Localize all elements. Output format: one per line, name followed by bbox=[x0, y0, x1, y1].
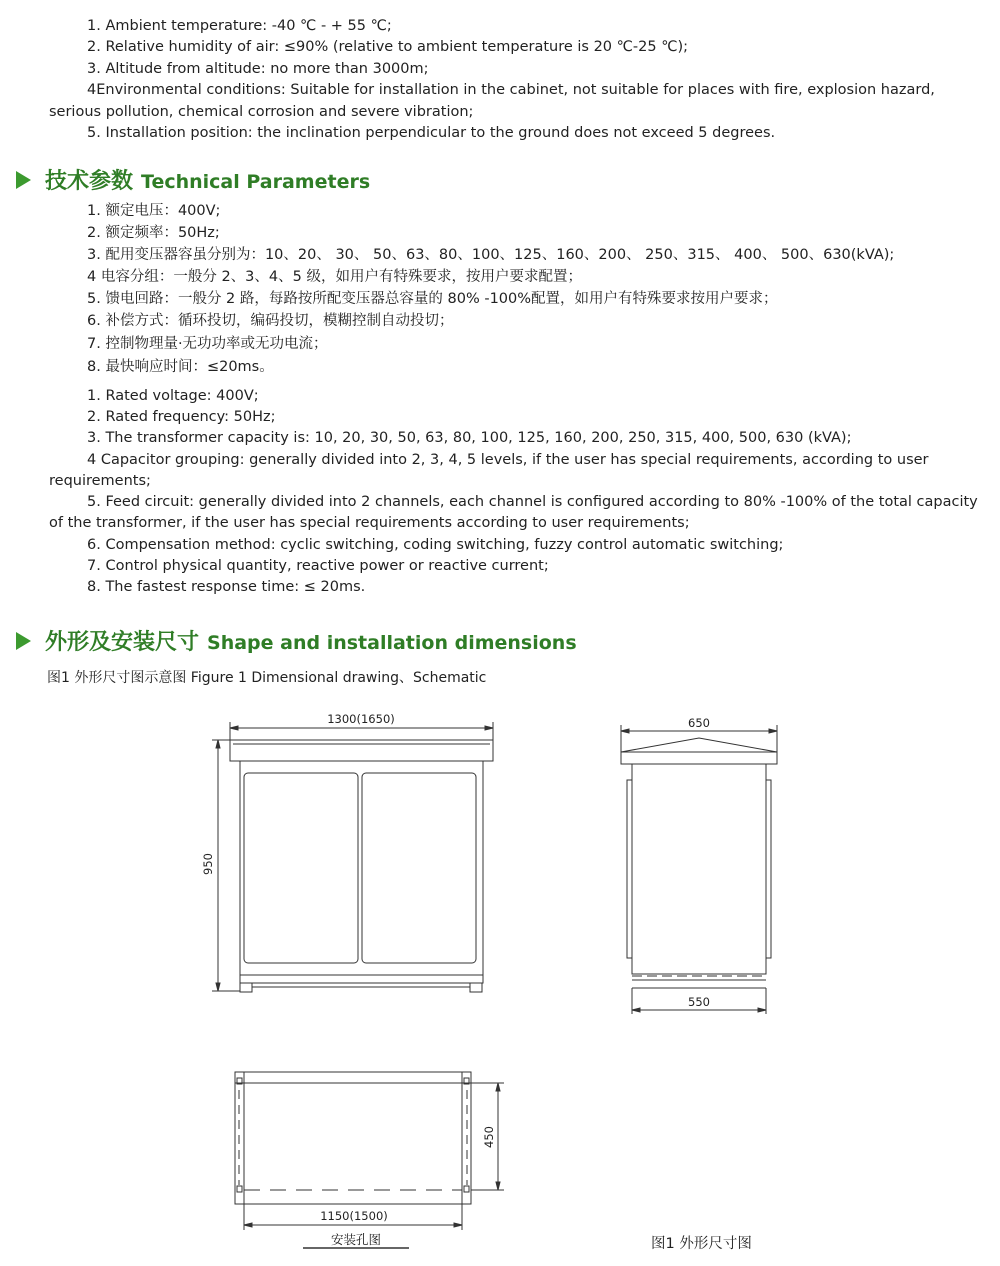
tech-en-line-1: 1. Rated voltage: 400V; bbox=[87, 388, 259, 404]
plan-width-label: 1150(1500) bbox=[320, 1209, 388, 1223]
shape-title-en: Shape and installation dimensions bbox=[207, 632, 577, 654]
height-label: 950 bbox=[201, 853, 215, 875]
tech-cn-line-6: 6. 补偿方式：循环投切，编码投切，模糊控制自动投切； bbox=[87, 313, 454, 329]
side-view bbox=[621, 725, 777, 1014]
tech-cn-line-3: 3. 配用变压器容虽分别为：10、20、 30、 50、63、80、100、125、160、200、 250、315、 400、 500、630(kVA); bbox=[87, 247, 895, 263]
condition-line-4: 4Environmental conditions: Suitable for installation in the cabinet, not suitable for places with fire, explosion hazard, bbox=[87, 82, 935, 98]
tech-en-line-5: 5. Feed circuit: generally divided into 2 channels, each channel is configured according to 80% -100% of the total capacity bbox=[87, 494, 978, 510]
tech-cn-line-2: 2. 额定频率：50Hz; bbox=[87, 225, 220, 241]
tech-cn-line-5: 5. 馈电回路：一般分 2 路，每路按所配变压器总容量的 80% -100%配置，如用户有特殊要求按用户要求； bbox=[87, 291, 778, 307]
tech-en-line-7: 7. Control physical quantity, reactive power or reactive current; bbox=[87, 558, 549, 574]
tech-params-title-cn: 技术参数 bbox=[45, 169, 134, 194]
condition-line-4-cont: serious pollution, chemical corrosion and severe vibration; bbox=[49, 104, 474, 120]
tech-cn-line-1: 1. 额定电压：400V; bbox=[87, 203, 221, 219]
condition-line-2: 2. Relative humidity of air: ≤90% (relative to ambient temperature is 20 ℃-25 ℃); bbox=[87, 39, 689, 55]
tech-cn-line-8: 8. 最快响应时间：≤20ms。 bbox=[87, 359, 274, 375]
tech-en-line-6: 6. Compensation method: cyclic switching, coding switching, fuzzy control automatic switching; bbox=[87, 537, 784, 553]
shape-title-cn: 外形及安装尺寸 bbox=[45, 630, 200, 655]
tech-params-title-en: Technical Parameters bbox=[141, 171, 371, 193]
front-view bbox=[212, 722, 493, 992]
figure-caption: 图1 外形尺寸图示意图 Figure 1 Dimensional drawing、Schematic bbox=[47, 670, 487, 686]
tech-cn-line-4: 4 电容分组：一般分 2、3、4、5 级，如用户有特殊要求，按用户要求配置； bbox=[87, 269, 582, 285]
tech-en-line-4-cont: requirements; bbox=[49, 473, 151, 489]
tech-cn-line-7: 7. 控制物理量·无功功率或无功电流； bbox=[87, 336, 328, 352]
condition-line-1: 1. Ambient temperature: -40 ℃ - + 55 ℃; bbox=[87, 18, 392, 34]
plan-caption: 安装孔图 bbox=[330, 1232, 382, 1247]
condition-line-3: 3. Altitude from altitude: no more than 3000m; bbox=[87, 61, 429, 77]
condition-line-5: 5. Installation position: the inclination perpendicular to the ground does not exceed 5 degrees. bbox=[87, 125, 776, 141]
tech-en-line-2: 2. Rated frequency: 50Hz; bbox=[87, 409, 276, 425]
tech-en-line-5-cont: of the transformer, if the user has special requirements according to user requirements; bbox=[49, 515, 690, 531]
side-bottom-width-label: 550 bbox=[688, 995, 710, 1009]
front-width-label: 1300(1650) bbox=[327, 712, 395, 726]
tech-en-line-3: 3. The transformer capacity is: 10, 20, 30, 50, 63, 80, 100, 125, 160, 200, 250, 315, 400, 500, 630 (kVA); bbox=[87, 430, 852, 446]
side-top-width-label: 650 bbox=[688, 716, 710, 730]
tech-en-line-4: 4 Capacitor grouping: generally divided into 2, 3, 4, 5 levels, if the user has special requirements, according to user bbox=[87, 452, 929, 468]
figure-label: 图1 外形尺寸图 bbox=[651, 1236, 752, 1252]
plan-depth-label: 450 bbox=[482, 1126, 496, 1148]
tech-en-line-8: 8. The fastest response time: ≤ 20ms. bbox=[87, 579, 366, 595]
